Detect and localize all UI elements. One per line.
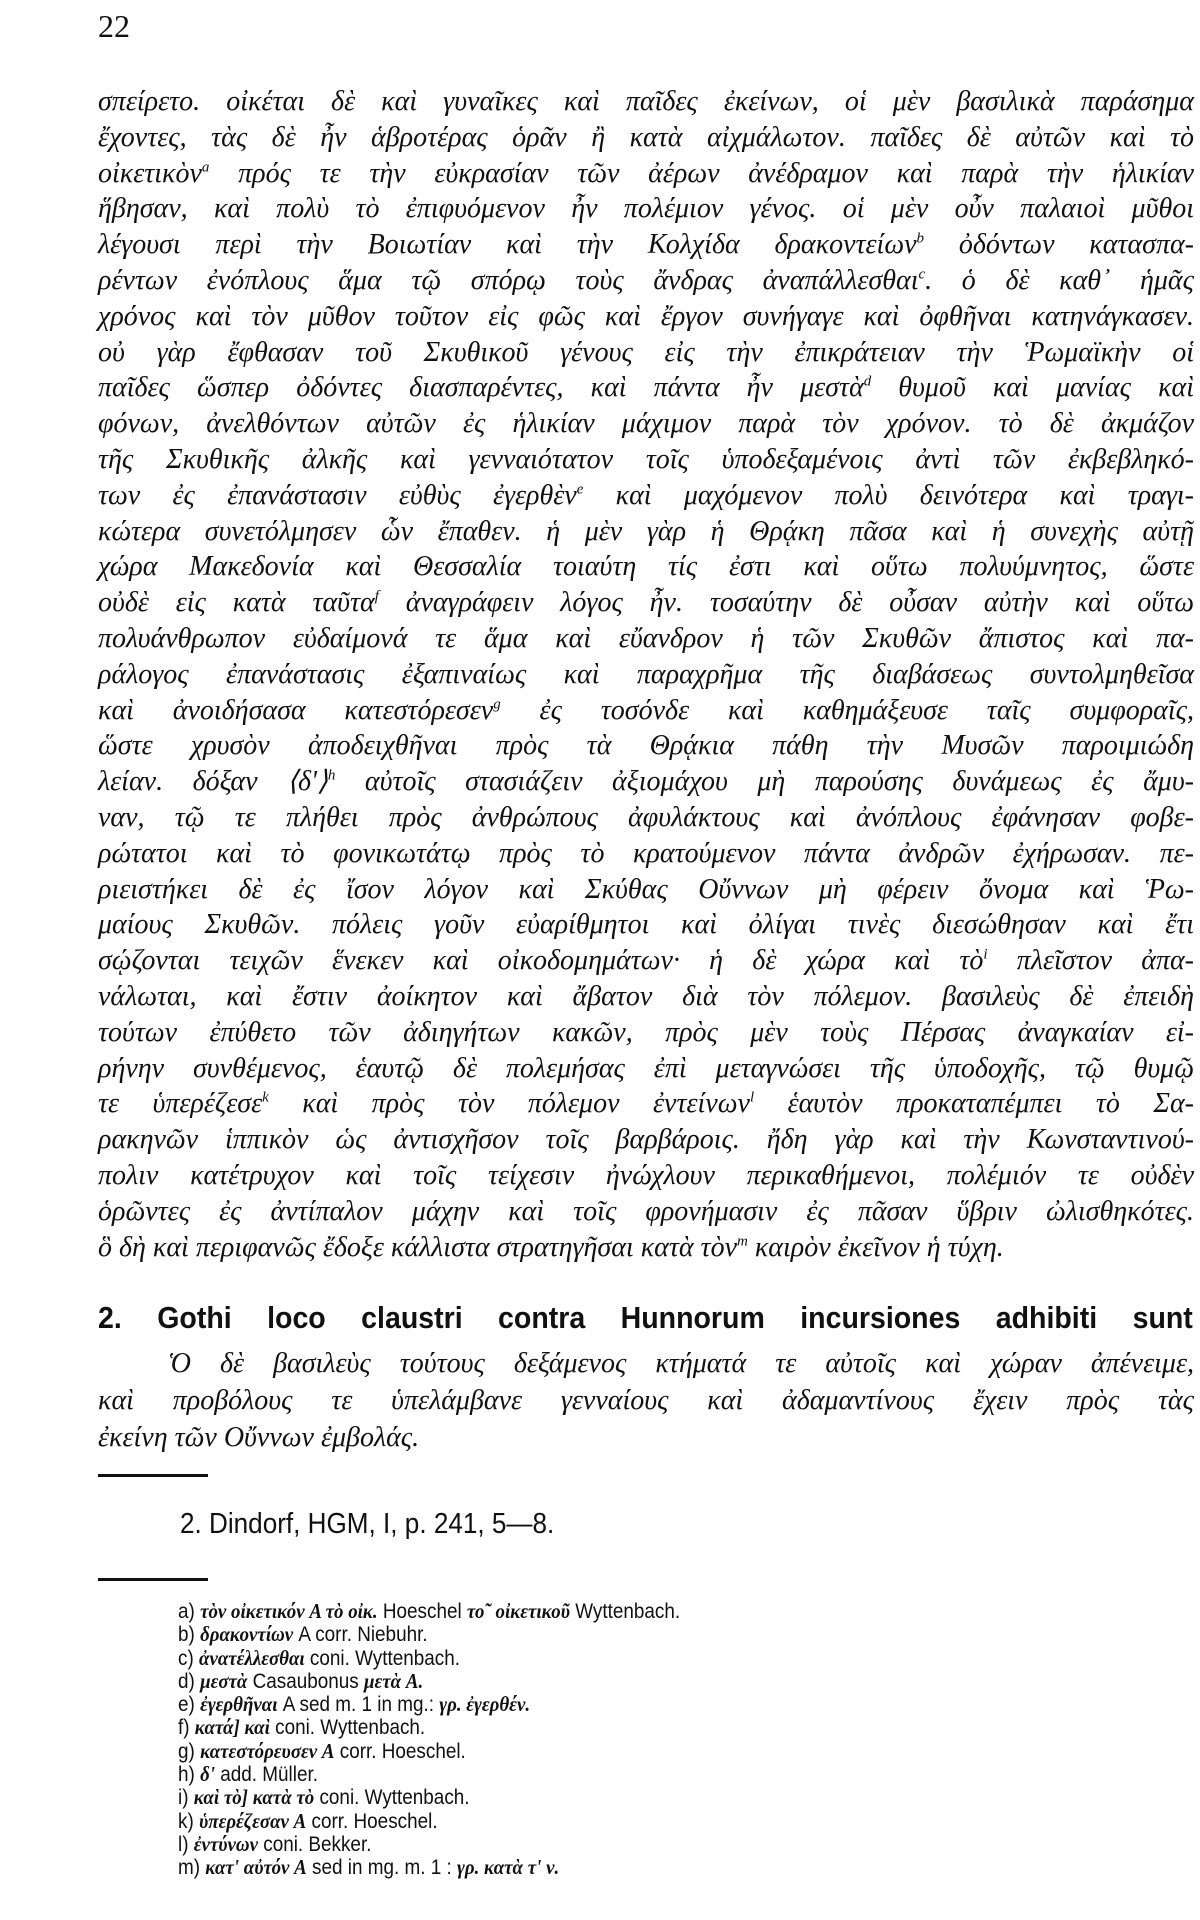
greek-reading: ἀνατέλλεσθαι (198, 1645, 305, 1670)
text-segment: φόνων, ἀνελθόντων αὐτῶν ἐς ἡλικίαν μάχιμον παρὰ τὸν χρόνον. τὸ δὲ ἀκμάζον (98, 408, 1194, 440)
footnote-marker: m (737, 1233, 748, 1250)
text-line (98, 621, 1194, 657)
text-line (98, 979, 1194, 1015)
note-item (178, 1856, 680, 1879)
note-label: d) (178, 1669, 201, 1693)
note-text: corr. Hoeschel. (334, 1739, 466, 1763)
text-line (98, 657, 1194, 693)
text-segment: οὐδὲ εἰς κατὰ ταῦτα (98, 587, 375, 619)
text-segment: σπείρετο. οἰκέται δὲ καὶ γυναῖκες καὶ παῖδες ἐκείνων, οἱ μὲν βασιλικὰ παράσημα (98, 86, 1194, 117)
note-item (178, 1600, 680, 1623)
text-line (98, 549, 1194, 585)
section-heading: 2. Gothi loco claustri contra Hunnorum incursiones adhibiti sunt (98, 1300, 1193, 1335)
greek-reading: κατ' αὐτόν A (205, 1855, 307, 1880)
note-text: coni. Wyttenbach. (304, 1646, 460, 1670)
greek-reading: το῀ οἰκετικοῦ (466, 1599, 570, 1623)
text-segment: λέγουσι περὶ τὴν Βοιωτίαν καὶ τὴν Κολχίδα δρακοντείων (98, 229, 917, 261)
footnote-marker: a (201, 159, 210, 176)
text-segment: πολιν κατέτρυχον καὶ τοῖς τείχεσιν ἠνώχλουν περικαθήμενοι, πολέμιόν τε οὐδὲν (98, 1159, 1194, 1191)
text-line (98, 1194, 1194, 1230)
note-text: coni. Wyttenbach. (314, 1786, 470, 1810)
text-line (98, 442, 1194, 478)
note-text: A corr. Niebuhr. (293, 1623, 428, 1647)
note-text: Casaubonus (247, 1669, 365, 1693)
text-segment: σῴζονται τειχῶν ἕνεκεν καὶ οἰκοδομημάτων· ἡ δὲ χώρα καὶ τὸ (98, 945, 984, 977)
text-segment: ρώτατοι καὶ τὸ φονικωτάτῳ πρὸς τὸ κρατούμενον πάντα ἀνδρῶν ἐχήρωσαν. πε- (98, 837, 1194, 869)
note-text: add. Müller. (214, 1763, 318, 1787)
apparatus-notes (178, 1600, 736, 1880)
source-reference: 2. Dindorf, HGM, I, p. 241, 5—8. (180, 1508, 555, 1540)
footnote-marker: g (493, 696, 501, 713)
text-segment: οὐ γὰρ ἔφθασαν τοῦ Σκυθικοῦ γένους εἰς τὴν ἐπικράτειαν τὴν Ῥωμαϊκὴν οἱ (98, 336, 1194, 368)
note-label: k) (178, 1809, 199, 1833)
text-segment: ὁρῶντες ἐς ἀντίπαλον μάχην καὶ τοῖς φρονήμασιν ἐς πᾶσαν ὕβριν ὠλισθηκότες. (98, 1195, 1194, 1227)
text-segment: πολυάνθρωπον εὐδαίμονά τε ἅμα καὶ εὔανδρον ἡ τῶν Σκυθῶν ἄπιστος καὶ πα- (98, 622, 1194, 654)
note-label: h) (178, 1763, 201, 1787)
note-label: l) (178, 1832, 194, 1856)
text-line (98, 1086, 1194, 1122)
note-text: coni. Wyttenbach. (269, 1716, 426, 1740)
text-segment: ὀδόντων κατασπα- (924, 229, 1194, 261)
text-line (98, 728, 1194, 764)
text-line (98, 1051, 1194, 1087)
text-segment: πλεῖστον ἀπα- (987, 945, 1194, 977)
text-line (98, 1230, 1194, 1266)
note-text: sed in mg. m. 1 : (306, 1856, 457, 1880)
note-label: f) (178, 1716, 195, 1740)
text-line (98, 872, 1194, 908)
text-line (98, 693, 1194, 729)
footnote-marker: l (749, 1089, 755, 1106)
note-text: Wyttenbach. (569, 1600, 681, 1623)
text-segment: θυμοῦ καὶ μανίας καὶ (871, 372, 1194, 404)
note-label: b) (178, 1623, 201, 1647)
note-label: c) (178, 1646, 199, 1670)
note-item (178, 1740, 680, 1763)
text-segment: καὶ ἀνοιδήσασα κατεστόρεσεν (98, 694, 494, 726)
text-segment: καὶ πρὸς τὸν πόλεμον ἐντείνων (268, 1088, 750, 1120)
text-line (98, 299, 1194, 335)
text-segment: τῆς Σκυθικῆς ἀλκῆς καὶ γενναιότατον τοῖς ὑποδεξαμένοις ἀντὶ τῶν ἐκβεβληκό- (98, 443, 1194, 475)
text-segment: ναν, τῷ τε πλήθει πρὸς ἀνθρώπους ἀφυλάκτους καὶ ἀνόπλους ἐφάνησαν φοβε- (98, 801, 1194, 833)
note-item (178, 1670, 680, 1693)
note-item (178, 1786, 680, 1809)
text-line (98, 764, 1194, 800)
text-line (98, 227, 1194, 263)
text-line (98, 1122, 1194, 1158)
greek-reading: ἐντύνων (193, 1831, 258, 1856)
text-segment: τε ὑπερέζεσε (98, 1088, 263, 1120)
greek-reading: κατά] καὶ (194, 1715, 270, 1740)
note-label: g) (178, 1739, 201, 1763)
divider (98, 1578, 208, 1581)
note-item (178, 1693, 680, 1716)
text-line: Ὁ δὲ βασιλεὺς τούτους δεξάμενος κτήματά τε αὐτοῖς καὶ χώραν ἀπένειμε, (168, 1348, 1194, 1379)
note-item (178, 1647, 680, 1670)
greek-reading: γρ. ἐγερθέν. (439, 1692, 531, 1717)
text-line (98, 907, 1194, 943)
text-segment: καὶ μαχόμενον πολὺ δεινότερα καὶ τραγι- (583, 479, 1194, 511)
section-text (98, 1345, 1194, 1456)
text-line (98, 800, 1194, 836)
footnote-marker: h (327, 767, 336, 784)
text-segment: ἥβησαν, καὶ πολὺ τὸ ἐπιφυόμενον ἦν πολέμιον γένος. οἱ μὲν οὖν παλαιοὶ μῦθοι (98, 193, 1194, 225)
text-line: ἐκείνη τῶν Οὔννων ἐμβολάς. (98, 1422, 420, 1453)
note-item (178, 1810, 680, 1833)
page-number: 22 (98, 8, 130, 44)
text-segment: ρακηνῶν ἱππικὸν ὡς ἀντισχῆσον τοῖς βαρβάροις. ἤδη γὰρ καὶ τὴν Κωνσταντινού- (98, 1124, 1194, 1156)
text-segment: ριειστήκει δὲ ἐς ἴσον λόγον καὶ Σκύθας Οὔννων μὴ φέρειν ὄνομα καὶ Ῥω- (98, 873, 1194, 905)
note-text: A sed m. 1 in mg.: (277, 1693, 440, 1717)
text-segment: αὐτοῖς στασιάζειν ἀξιομάχου μὴ παρούσης δυνάμεως ἐς ἄμυ- (335, 766, 1194, 798)
text-segment: . ὁ δὲ καθ᾽ ἡμᾶς (925, 264, 1194, 296)
text-line (98, 335, 1194, 371)
note-text: Hoeschel (377, 1600, 467, 1623)
greek-reading: μετὰ A. (364, 1668, 424, 1693)
text-line: καὶ προβόλους τε ὑπελάμβανε γενναίους καὶ ἀδαμαντίνους ἔχειν πρὸς τὰς (98, 1385, 1194, 1416)
text-segment: ἑαυτὸν προκαταπέμπει τὸ Σα- (754, 1088, 1194, 1120)
text-line (98, 478, 1194, 514)
note-label: i) (178, 1786, 194, 1810)
greek-reading: μεστὰ (200, 1668, 248, 1693)
text-segment: πρός τε τὴν εὐκρασίαν τῶν ἀέρων ἀνέδραμον καὶ παρὰ τὴν ἡλικίαν (209, 157, 1194, 189)
text-line (98, 263, 1194, 299)
footnote-marker: e (576, 481, 584, 498)
greek-reading: ὑπερέζεσαν A (198, 1808, 307, 1833)
divider (98, 1474, 208, 1477)
text-segment: των ἐς ἐπανάστασιν εὐθὺς ἐγερθὲν (98, 479, 577, 511)
footnote-marker: f (374, 588, 379, 605)
note-label: a) (178, 1600, 201, 1623)
text-segment: λείαν. δόξαν ⟨δ'⟩ (98, 766, 328, 798)
text-segment: ρήνην συνθέμενος, ἑαυτῷ δὲ πολεμήσας ἐπὶ μεταγνώσει τῆς ὑποδοχῆς, τῷ θυμῷ (98, 1052, 1194, 1084)
footnote-marker: c (918, 266, 926, 283)
text-segment: χώρα Μακεδονία καὶ Θεσσαλία τοιαύτη τίς ἐστι καὶ οὕτω πολυύμνητος, ὥστε (98, 551, 1194, 583)
note-item (178, 1623, 680, 1646)
text-segment: τούτων ἐπύθετο τῶν ἀδιηγήτων κακῶν, πρὸς μὲν τοὺς Πέρσας ἀναγκαίαν εἰ- (98, 1016, 1194, 1048)
note-label: m) (178, 1856, 206, 1880)
footnote-marker: b (916, 230, 925, 247)
text-segment: ἀναγράφειν λόγος ἦν. τοσαύτην δὲ οὖσαν αὐτὴν καὶ οὕτω (378, 587, 1195, 619)
note-label: e) (178, 1693, 201, 1717)
text-segment: παῖδες ὥσπερ ὀδόντες διασπαρέντες, καὶ πάντα ἦν μεστὰ (98, 372, 864, 404)
text-segment: οἰκετικὸν (98, 157, 202, 189)
footnote-marker: d (863, 374, 872, 391)
greek-reading: καὶ τὸ] κατὰ τὸ (193, 1785, 315, 1810)
greek-reading: δ' (200, 1762, 215, 1787)
text-line (98, 1015, 1194, 1051)
note-item (178, 1763, 680, 1786)
text-line (98, 406, 1194, 442)
greek-reading: κατεστόρευσεν A (200, 1738, 335, 1763)
greek-reading: ἐγερθῆναι (200, 1692, 278, 1717)
text-segment: χρόνος καὶ τὸν μῦθον τοῦτον εἰς φῶς καὶ ἔργον συνήγαγε καὶ ὀφθῆναι κατηνάγκασεν. (98, 300, 1194, 332)
main-text (98, 84, 1194, 1265)
text-line (98, 514, 1194, 550)
footnote-marker: i (983, 946, 988, 963)
greek-reading: γρ. κατὰ τ' ν. (457, 1855, 560, 1880)
text-segment: μαίους Σκυθῶν. πόλεις γοῦν εὐαρίθμητοι καὶ ὀλίγαι τινὲς διεσώθησαν καὶ ἔτι (98, 909, 1194, 941)
text-segment: ἔχοντες, τὰς δὲ ἦν ἁβροτέρας ὁρᾶν ἢ κατὰ αἰχμάλωτον. παῖδες δὲ αὐτῶν καὶ τὸ (98, 121, 1194, 153)
text-line (98, 943, 1194, 979)
text-line (98, 156, 1194, 192)
greek-reading: δρακοντίων (200, 1622, 294, 1647)
note-text: coni. Bekker. (257, 1832, 372, 1856)
text-line (98, 370, 1194, 406)
text-line (98, 84, 1194, 120)
note-item (178, 1716, 680, 1739)
text-segment: κώτερα συνετόλμησεν ὧν ἔπαθεν. ἡ μὲν γὰρ ἡ Θρᾴκη πᾶσα καὶ ἡ συνεχὴς αὐτῇ (98, 515, 1194, 547)
text-line (98, 120, 1194, 156)
text-line (98, 836, 1194, 872)
text-segment: ὃ δὴ καὶ περιφανῶς ἔδοξε κάλλιστα στρατηγῆσαι κατὰ τὸν (98, 1231, 738, 1263)
text-segment: νάλωται, καὶ ἔστιν ἀοίκητον καὶ ἄβατον διὰ τὸν πόλεμον. βασιλεὺς δὲ ἐπειδὴ (98, 980, 1194, 1012)
note-text: corr. Hoeschel. (306, 1809, 438, 1833)
note-item (178, 1833, 680, 1856)
text-segment: ὥστε χρυσὸν ἀποδειχθῆναι πρὸς τὰ Θρᾴκια πάθη τὴν Μυσῶν παροιμιώδη (98, 730, 1194, 762)
text-line (98, 1158, 1194, 1194)
text-segment: καιρὸν ἐκεῖνον ἡ τύχη. (747, 1231, 1004, 1263)
text-segment: ράλογος ἐπανάστασις ἐξαπιναίως καὶ παραχρῆμα τῆς διαβάσεως συντολμηθεῖσα (98, 658, 1194, 690)
text-segment: ρέντων ἐνόπλους ἅμα τῷ σπόρῳ τοὺς ἄνδρας ἀναπάλλεσθαι (98, 264, 919, 296)
text-line (98, 585, 1194, 621)
footnote-marker: k (262, 1089, 269, 1106)
text-line (98, 191, 1194, 227)
greek-reading: τὸν οἰκετικόν A τὸ οἰκ. (200, 1599, 378, 1623)
text-segment: ἐς τοσόνδε καὶ καθημάξευσε ταῖς συμφοραῖς, (500, 694, 1194, 726)
